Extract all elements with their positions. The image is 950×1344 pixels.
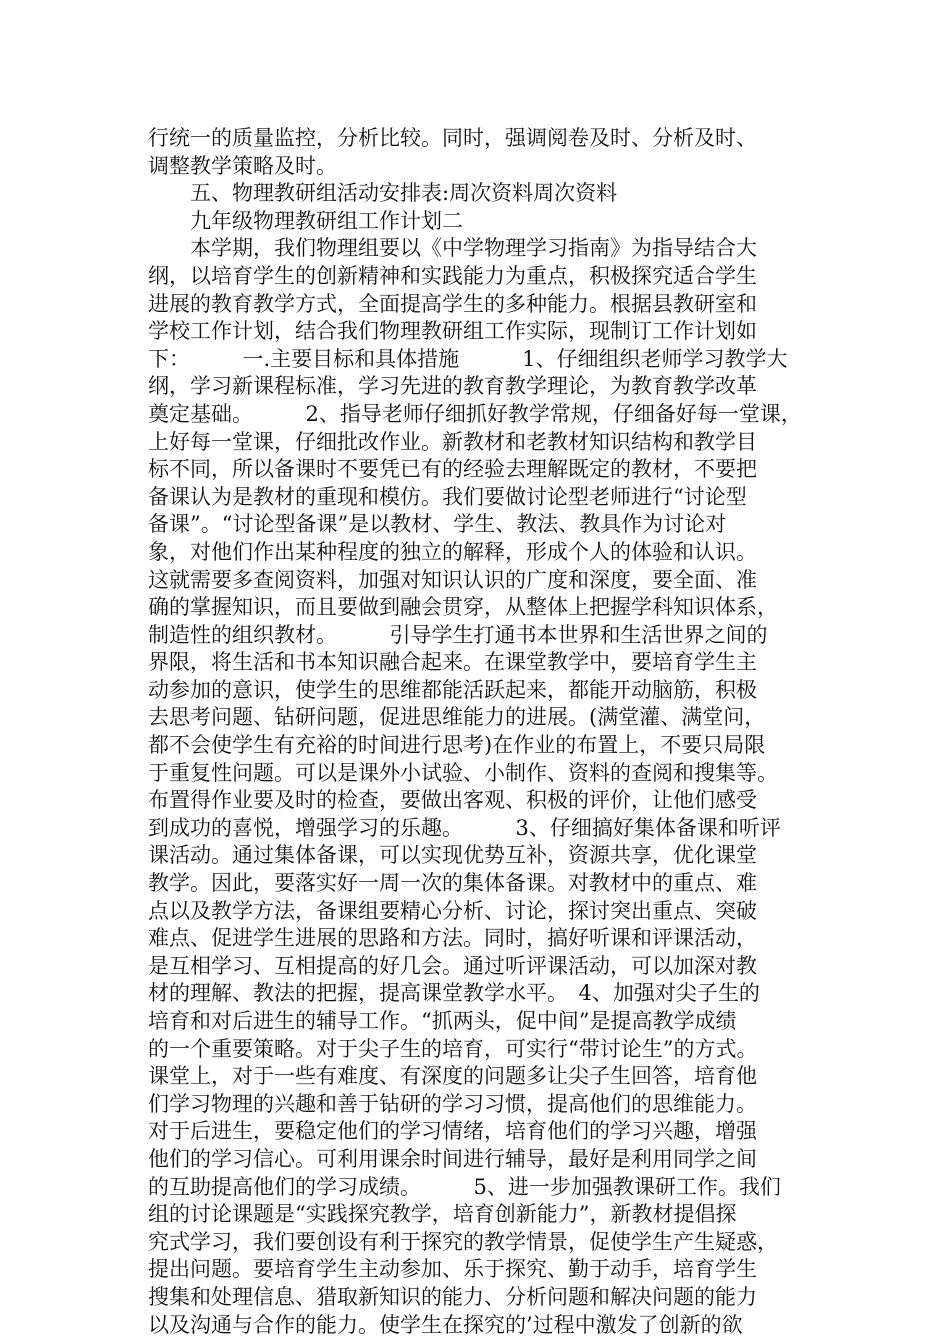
text-line: 下： 一.主要目标和具体措施 1、仔细组织老师学习教学大 bbox=[148, 346, 788, 371]
text-line: 究式学习，我们要创设有利于探究的教学情景，促使学生产生疑惑， bbox=[148, 1229, 778, 1254]
text-line: 材的理解、教法的把握，提高课堂教学水平。 4、加强对尖子生的 bbox=[148, 981, 760, 1006]
text-line: 纲，以培育学生的创新精神和实践能力为重点，积极探究适合学生 bbox=[148, 263, 757, 288]
text-line: 这就需要多查阅资料，加强对知识认识的广度和深度，要全面、准 bbox=[148, 567, 757, 592]
text-line: 九年级物理教研组工作计划二 bbox=[148, 208, 463, 233]
text-line: 动参加的意识，使学生的思维都能活跃起来，都能开动脑筋，积极 bbox=[148, 677, 757, 702]
text-line: 本学期，我们物理组要以《中学物理学习指南》为指导结合大 bbox=[148, 236, 757, 261]
text-line: 培育和对后进生的辅导工作。“抓两头，促中间”是提高教学成绩 bbox=[148, 1009, 737, 1033]
text-line: 象，对他们作出某种程度的独立的解释，形成个人的体验和认识。 bbox=[148, 539, 757, 564]
text-line: 确的掌握知识，而且要做到融会贯穿，从整体上把握学科知识体系， bbox=[148, 595, 778, 620]
text-line: 制造性的组织教材。 引导学生打通书本世界和生活世界之间的 bbox=[148, 622, 768, 647]
text-line: 教学。因此，要落实好一周一次的集体备课。对教材中的重点、难 bbox=[148, 871, 757, 896]
text-line: 课活动。通过集体备课，可以实现优势互补，资源共享，优化课堂 bbox=[148, 843, 757, 868]
text-line: 备课”。“讨论型备课”是以教材、学生、教法、教具作为讨论对 bbox=[148, 512, 727, 537]
text-line: 他们的学习信心。可利用课余时间进行辅导，最好是利用同学之间 bbox=[148, 1146, 757, 1171]
text-line: 的一个重要策略。对于尖子生的培育，可实行“带讨论生”的方式。 bbox=[148, 1036, 758, 1061]
text-line: 是互相学习、互相提高的好几会。通过听评课活动，可以加深对教 bbox=[148, 953, 757, 978]
text-line: 提出问题。要培育学生主动参加、乐于探究、勤于动手，培育学生 bbox=[148, 1257, 757, 1282]
text-line: 的互助提高他们的学习成绩。 5、进一步加强教课研工作。我们 bbox=[148, 1174, 781, 1199]
text-line: 点以及教学方法，备课组要精心分析、讨论，探讨突出重点、突破 bbox=[148, 898, 757, 923]
text-line: 五、物理教研组活动安排表:周次资料周次资料 bbox=[148, 181, 618, 206]
text-line: 上好每一堂课，仔细批改作业。新教材和老教材知识结构和教学目 bbox=[148, 429, 757, 454]
text-line: 去思考问题、钻研问题，促进思维能力的进展。(满堂灌、满堂问， bbox=[148, 705, 766, 730]
text-line: 调整教学策略及时。 bbox=[148, 153, 337, 178]
text-line: 对于后进生，要稳定他们的学习情绪，培育他们的学习兴趣，增强 bbox=[148, 1119, 757, 1144]
text-line: 奠定基础。 2、指导老师仔细抓好教学常规，仔细备好每一堂课， bbox=[148, 401, 802, 426]
text-line: 都不会使学生有充裕的时间进行思考)在作业的布置上，不要只局限 bbox=[148, 733, 766, 758]
text-line: 布置得作业要及时的检查，要做出客观、积极的评价，让他们感受 bbox=[148, 788, 757, 813]
text-line: 行统一的质量监控，分析比较。同时，强调阅卷及时、分析及时、 bbox=[148, 126, 757, 150]
text-line: 备课认为是教材的重现和模仿。我们要做讨论型老师进行“讨论型 bbox=[148, 484, 747, 509]
text-line: 纲，学习新课程标准，学习先进的教育教学理论，为教育教学改革 bbox=[148, 374, 757, 399]
text-line: 课堂上，对于一些有难度、有深度的问题多让尖子生回答，培育他 bbox=[148, 1064, 757, 1089]
text-line: 搜集和处理信息、猎取新知识的能力、分析问题和解决问题的能力 bbox=[148, 1284, 757, 1309]
text-line: 学校工作计划，结合我们物理教研组工作实际，现制订工作计划如 bbox=[148, 319, 757, 344]
text-line: 组的讨论课题是“实践探究教学，培育创新能力”，新教材提倡探 bbox=[148, 1202, 737, 1227]
text-line: 界限，将生活和书本知识融合起来。在课堂教学中，要培育学生主 bbox=[148, 650, 757, 675]
text-line: 们学习物理的兴趣和善于钻研的学习习惯，提高他们的思维能力。 bbox=[148, 1091, 757, 1116]
text-line: 进展的教育教学方式，全面提高学生的多种能力。根据县教研室和 bbox=[148, 291, 757, 316]
body-text bbox=[148, 125, 828, 1339]
text-line: 标不同，所以备课时不要凭已有的经验去理解既定的教材，不要把 bbox=[148, 457, 757, 482]
text-line: 于重复性问题。可以是课外小试验、小制作、资料的查阅和搜集等。 bbox=[148, 760, 778, 785]
text-line: 以及沟通与合作的能力。使学生在探究的’过程中激发了创新的欲 bbox=[148, 1312, 743, 1337]
text-line: 到成功的喜悦，增强学习的乐趣。 3、仔细搞好集体备课和听评 bbox=[148, 815, 781, 840]
text-line: 难点、促进学生进展的思路和方法。同时，搞好听课和评课活动， bbox=[148, 926, 757, 951]
